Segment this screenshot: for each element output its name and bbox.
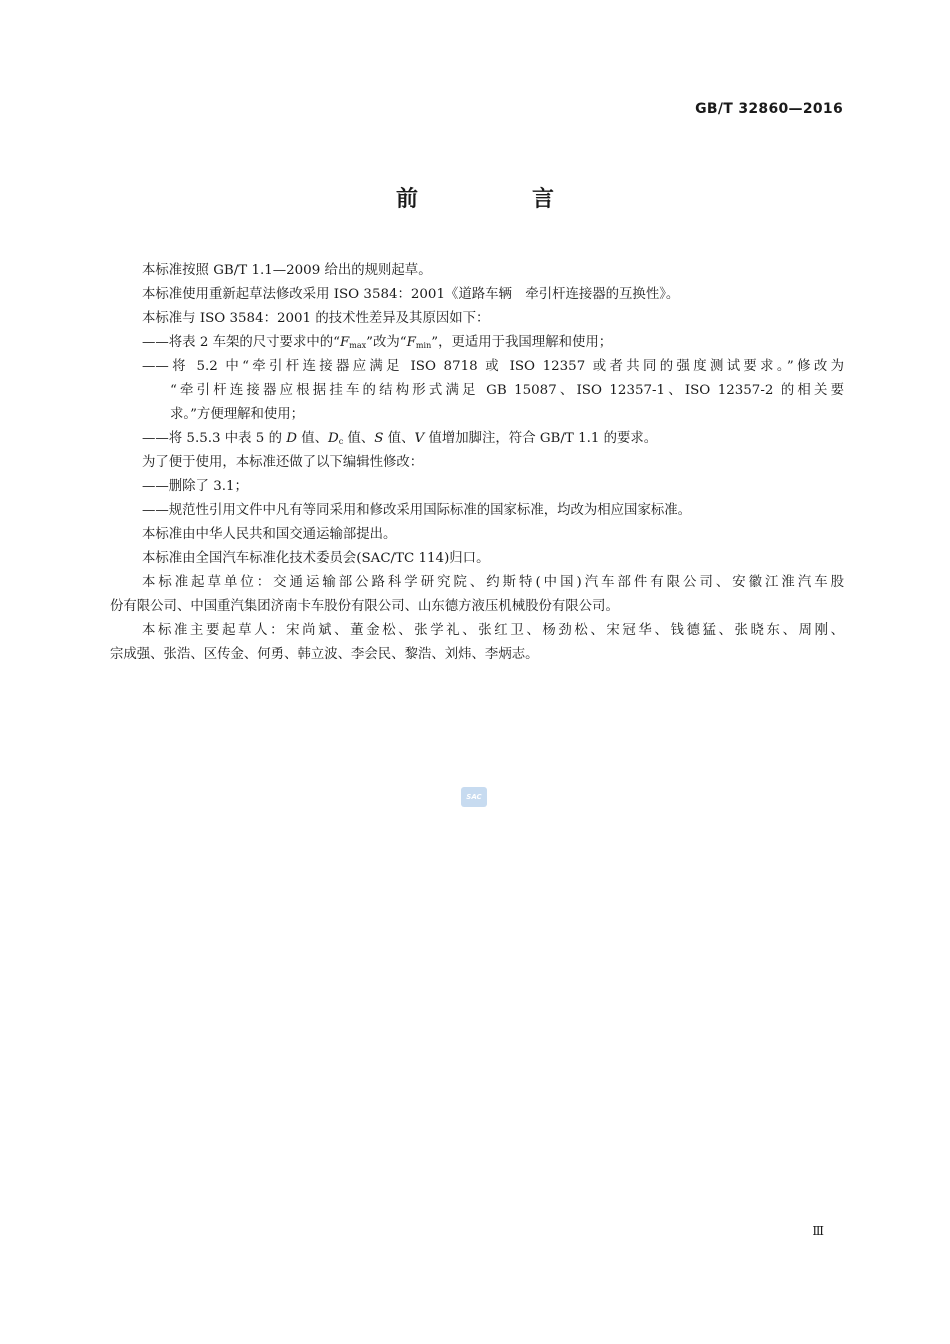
paragraph-line: ——规范性引用文件中凡有等同采用和修改采用国际标准的国家标准，均改为相应国家标准。 <box>142 503 692 518</box>
standard-code: GB/T 32860—2016 <box>695 101 843 117</box>
paragraph-line: 份有限公司、中国重汽集团济南卡车股份有限公司、山东德方液压机械股份有限公司。 <box>110 599 619 614</box>
paragraph-line: 本标准按照 GB/T 1.1—2009 给出的规则起草。 <box>142 263 432 278</box>
sac-watermark-logo: SAC <box>461 787 487 807</box>
paragraph-line: ——将表 2 车架的尺寸要求中的“$F_{max}$”改为“$F_{min}$”，更适用于我国理解和使用； <box>142 335 613 350</box>
paragraph-line: 本标准起草单位：交通运输部公路科学研究院、约斯特(中国)汽车部件有限公司、安徽江淮汽车股 <box>142 575 844 590</box>
paragraph-line: 本标准主要起草人：宋尚斌、董金松、张学礼、张红卫、杨劲松、宋冠华、钱德猛、张晓东、周刚、 <box>142 623 844 638</box>
paragraph-line: “牵引杆连接器应根据挂车的结构形式满足 GB 15087、ISO 12357-1、ISO 12357-2 的相关要 <box>170 383 844 398</box>
page-title: 前 言 <box>395 187 600 212</box>
paragraph-line: 求。”方便理解和使用； <box>170 407 305 422</box>
paragraph-line: 本标准与 ISO 3584：2001 的技术性差异及其原因如下： <box>142 311 490 326</box>
paragraph-line: 本标准由全国汽车标准化技术委员会(SAC/TC 114)归口。 <box>142 551 490 566</box>
paragraph-line: ——删除了 3.1； <box>142 479 248 494</box>
paragraph-line: 本标准使用重新起草法修改采用 ISO 3584：2001《道路车辆 牵引杆连接器的互换性》。 <box>142 287 680 302</box>
paragraph-line: ——将 5.2 中“牵引杆连接器应满足 ISO 8718 或 ISO 12357 或者共同的强度测试要求。”修改为 <box>142 359 844 374</box>
paragraph-line: 本标准由中华人民共和国交通运输部提出。 <box>142 527 397 542</box>
paragraph-line: 宗成强、张浩、区传金、何勇、韩立波、李会民、黎浩、刘炜、李炳志。 <box>110 647 539 662</box>
document-body <box>110 259 844 667</box>
paragraph-line: ——将 5.5.3 中表 5 的 D 值、$D_c$ 值、S 值、V 值增加脚注，符合 GB/T 1.1 的要求。 <box>142 431 658 446</box>
page-number: Ⅲ <box>812 1224 824 1238</box>
paragraph-line: 为了便于使用，本标准还做了以下编辑性修改： <box>142 455 424 470</box>
